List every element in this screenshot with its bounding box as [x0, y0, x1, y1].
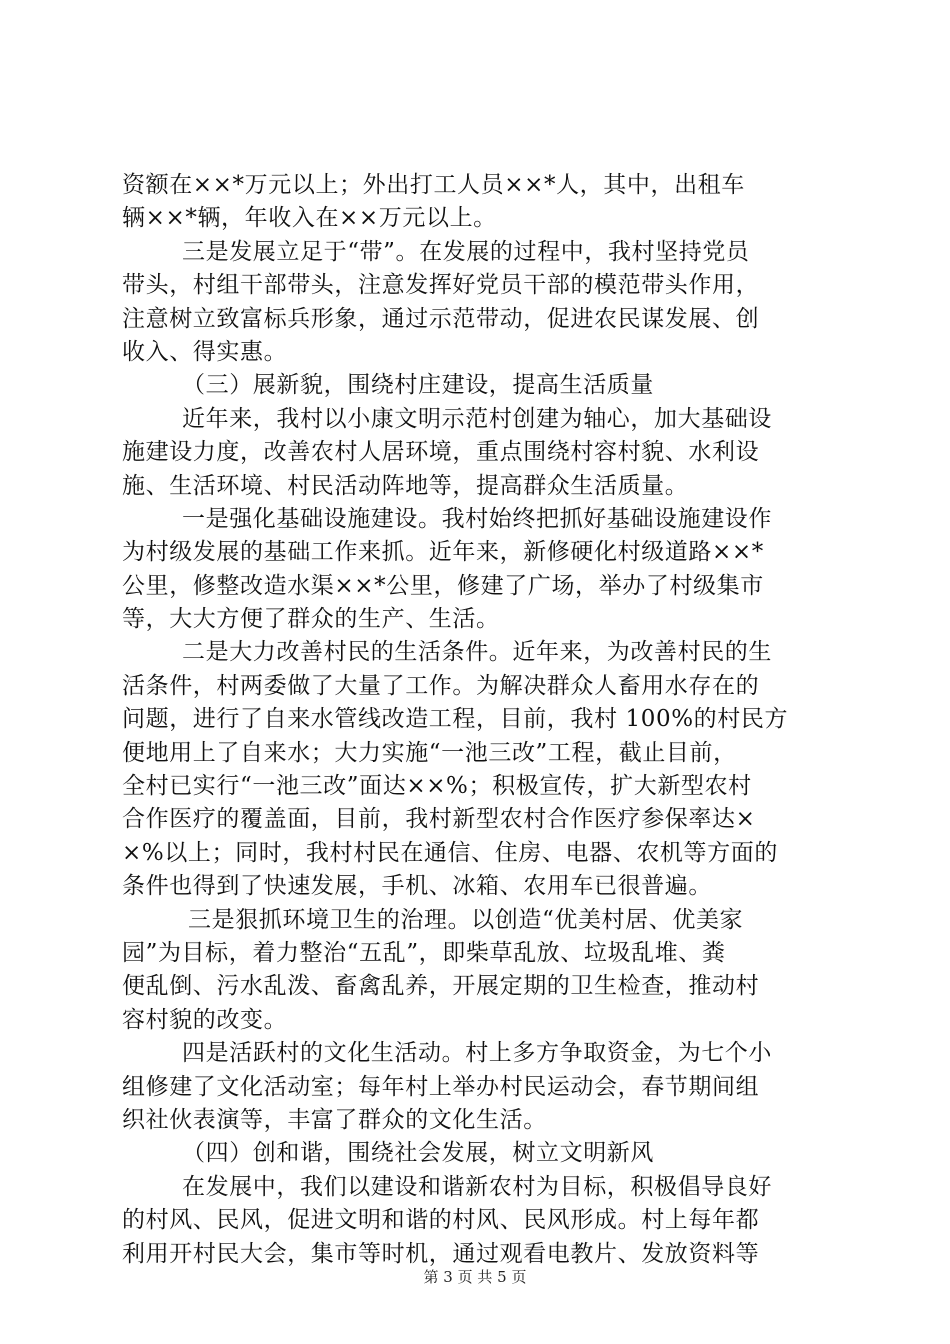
- text-line: 收入、得实惠。: [122, 338, 288, 365]
- text-line: 公里，修整改造水渠××*公里，修建了广场，举办了村级集市: [122, 572, 764, 599]
- text-line: 的村风、民风，促进文明和谐的村风、民风形成。村上每年都: [122, 1207, 760, 1234]
- text-line: 为村级发展的基础工作来抓。近年来，新修硬化村级道路××*: [122, 539, 764, 566]
- text-line: 容村貌的改变。: [122, 1006, 288, 1033]
- text-line: 近年来，我村以小康文明示范村创建为轴心，加大基础设: [182, 405, 772, 432]
- text-line: 合作医疗的覆盖面，目前，我村新型农村合作医疗参保率达×: [122, 806, 756, 833]
- text-line: （四）创和谐，围绕社会发展，树立文明新风: [182, 1140, 654, 1167]
- text-line: 三是狠抓环境卫生的治理。以创造“优美村居、优美家: [188, 906, 744, 933]
- page-footer: 第 3 页 共 5 页: [423, 1268, 527, 1286]
- text-line: 二是大力改善村民的生活条件。近年来，为改善村民的生: [182, 639, 772, 666]
- text-line: 全村已实行“一池三改”面达××%；积极宣传，扩大新型农村: [122, 773, 752, 800]
- text-line: （三）展新貌，围绕村庄建设，提高生活质量: [182, 372, 654, 399]
- text-line: 织社伙表演等，丰富了群众的文化生活。: [122, 1106, 547, 1133]
- text-line: 便地用上了自来水；大力实施“一池三改”工程，截止目前，: [122, 739, 737, 766]
- document-body: [122, 169, 834, 1271]
- text-line: 活条件，村两委做了大量了工作。为解决群众人畜用水存在的: [122, 672, 760, 699]
- text-line: 在发展中，我们以建设和谐新农村为目标，积极倡导良好: [182, 1173, 772, 1200]
- text-line: 三是发展立足于“带”。在发展的过程中，我村坚持党员: [182, 238, 750, 265]
- text-line: 问题，进行了自来水管线改造工程，目前，我村 100%的村民方: [122, 706, 789, 733]
- text-line: 利用开村民大会，集市等时机，通过观看电教片、发放资料等: [122, 1240, 760, 1267]
- text-line: 注意树立致富标兵形象，通过示范带动，促进农民谋发展、创: [122, 305, 760, 332]
- text-line: 一是强化基础设施建设。我村始终把抓好基础设施建设作: [182, 505, 772, 532]
- text-line: 施建设力度，改善农村人居环境，重点围绕村容村貌、水利设: [122, 439, 760, 466]
- text-line: 便乱倒、污水乱泼、畜禽乱养，开展定期的卫生检查，推动村: [122, 973, 760, 1000]
- text-line: ×%以上；同时，我村村民在通信、住房、电器、农机等方面的: [122, 839, 778, 866]
- text-line: 辆××*辆，年收入在××万元以上。: [122, 205, 497, 232]
- text-line: 条件也得到了快速发展，手机、冰箱、农用车已很普遍。: [122, 873, 712, 900]
- text-line: 等，大大方便了群众的生产、生活。: [122, 606, 500, 633]
- text-line: 园”为目标，着力整治“五乱”，即柴草乱放、垃圾乱堆、粪: [122, 939, 726, 966]
- text-line: 资额在××*万元以上；外出打工人员××*人，其中，出租车: [122, 172, 745, 198]
- text-line: 组修建了文化活动室；每年村上举办村民运动会，春节期间组: [122, 1073, 760, 1100]
- text-line: 带头，村组干部带头，注意发挥好党员干部的模范带头作用，: [122, 272, 760, 299]
- text-line: 四是活跃村的文化生活动。村上多方争取资金，为七个小: [182, 1040, 772, 1067]
- text-line: 施、生活环境、村民活动阵地等，提高群众生活质量。: [122, 472, 689, 499]
